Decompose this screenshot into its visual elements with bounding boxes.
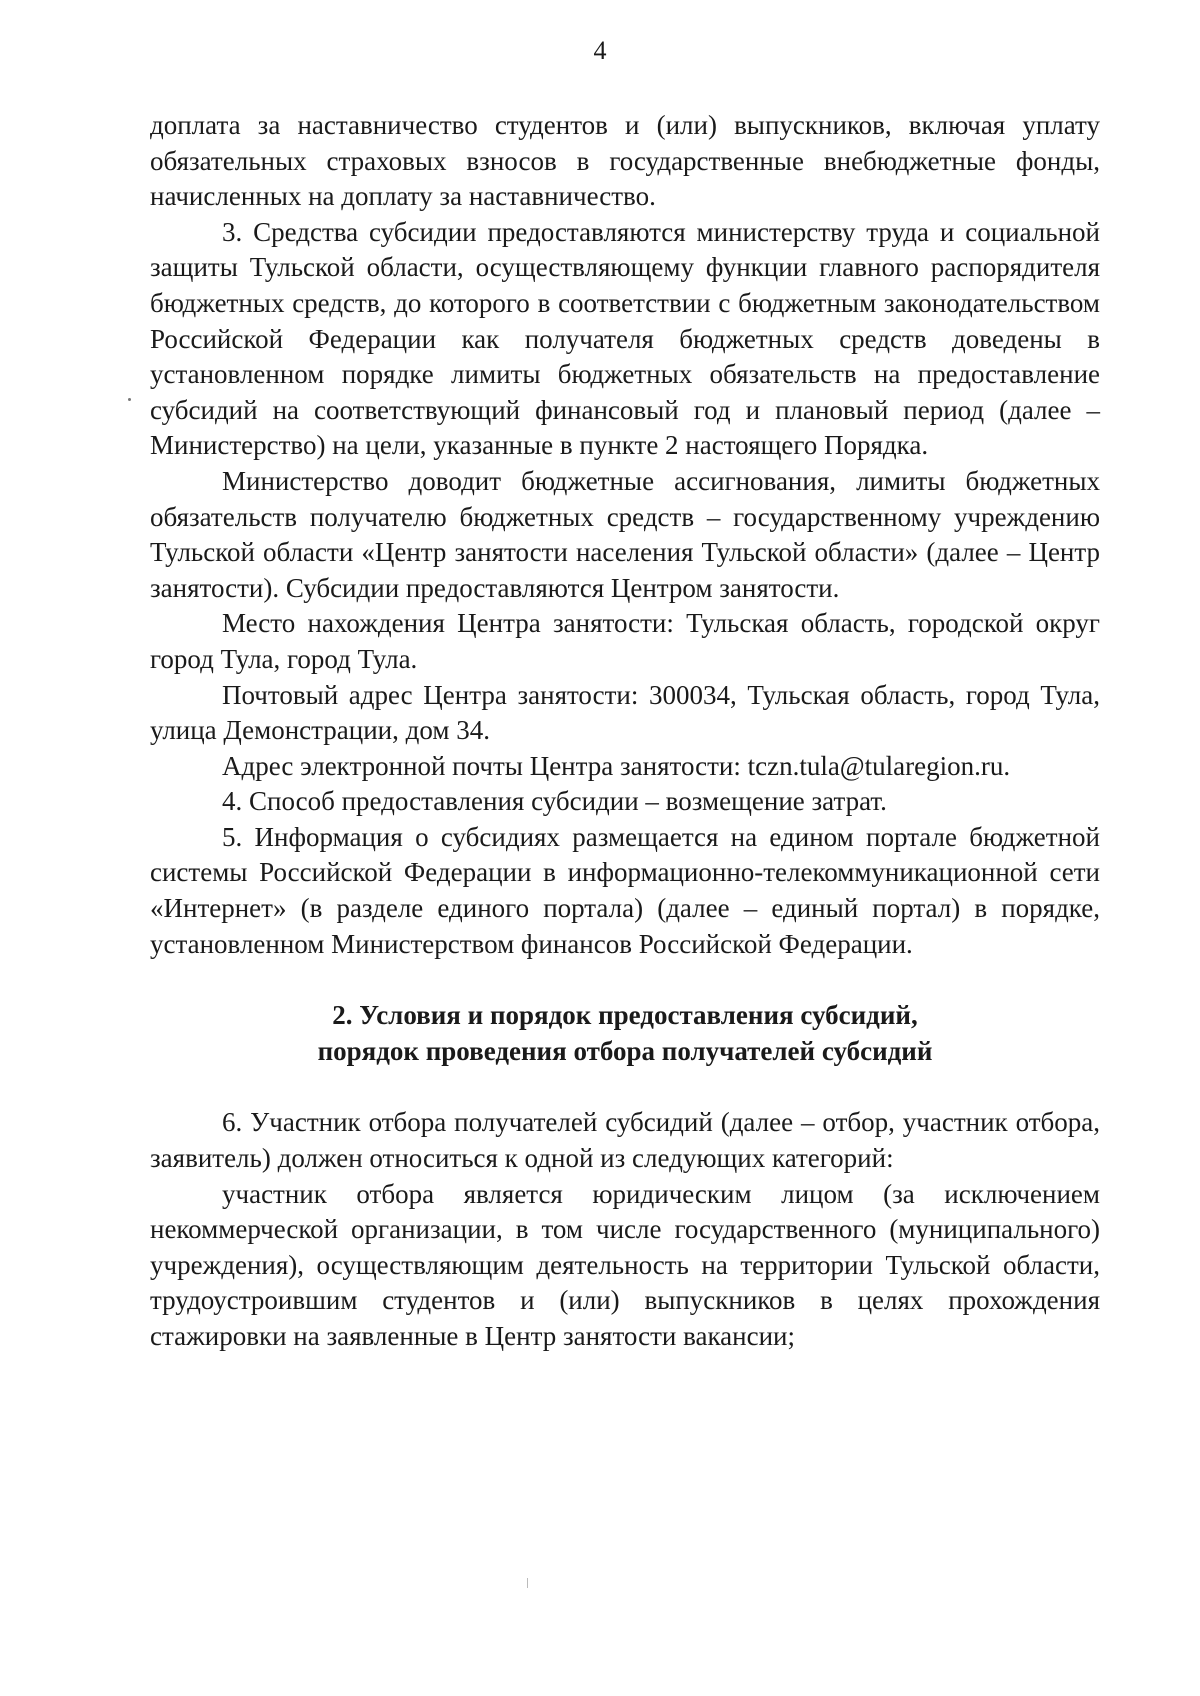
- page-number: 4: [593, 36, 607, 65]
- paragraph: Почтовый адрес Центра занятости: 300034, Тульская область, город Тула, улица Демонстрации, дом 34.: [150, 679, 1100, 746]
- paragraphs-bottom: [150, 1105, 1100, 1354]
- paragraph: Адрес электронной почты Центра занятости: tczn.tula@tularegion.ru.: [222, 750, 1011, 781]
- scan-artifact: [527, 1578, 528, 1588]
- paragraph: 5. Информация о субсидиях размещается на едином портале бюджетной системы Российской Федерации в информационно-телекоммуникационной сети «Интернет» (в разделе единого портала) (далее – единый портал) в порядке, установленном Министерством финансов Российской Федерации.: [150, 821, 1100, 959]
- section-heading-line-1: 2. Условия и порядок предоставления субсидий,: [332, 1000, 918, 1031]
- paragraph: участник отбора является юридическим лицом (за исключением некоммерческой организации, в том числе государственного (муниципального) учреждения), осуществляющим деятельность на территории Тульской области, трудоустроившим студентов и (или) выпускников в целях прохождения стажировки на заявленные в Центр занятости вакансии;: [150, 1178, 1100, 1351]
- scan-artifact: [128, 398, 131, 401]
- paragraph: 6. Участник отбора получателей субсидий (далее – отбор, участник отбора, заявитель) должен относиться к одной из следующих категорий:: [150, 1107, 1100, 1174]
- paragraph: 4. Способ предоставления субсидии – возмещение затрат.: [222, 786, 887, 817]
- paragraph: 3. Средства субсидии предоставляются министерству труда и социальной защиты Тульской области, осуществляющему функции главного распорядителя бюджетных средств, до которого в соответствии с бюджетным законодательством Российской Федерации как получателя бюджетных средств доведены в установленном порядке лимиты бюджетных обязательств на предоставление субсидий на соответствующий финансовый год и плановый период (далее – Министерство) на цели, указанные в пункте 2 настоящего Порядка.: [150, 216, 1100, 461]
- document-body: [150, 108, 1100, 1355]
- paragraph: Место нахождения Центра занятости: Тульская область, городской округ город Тула, город Тула.: [150, 608, 1100, 674]
- paragraphs-top: [150, 108, 1100, 962]
- section-heading: [150, 998, 1100, 1069]
- section-heading-line-2: порядок проведения отбора получателей субсидий: [317, 1035, 933, 1066]
- paragraph: доплата за наставничество студентов и (или) выпускников, включая уплату обязательных страховых взносов в государственные внебюджетные фонды, начисленных на доплату за наставничество.: [150, 110, 1100, 212]
- paragraph: Министерство доводит бюджетные ассигнования, лимиты бюджетных обязательств получателю бюджетных средств – государственному учреждению Тульской области «Центр занятости населения Тульской области» (далее – Центр занятости). Субсидии предоставляются Центром занятости.: [150, 465, 1100, 603]
